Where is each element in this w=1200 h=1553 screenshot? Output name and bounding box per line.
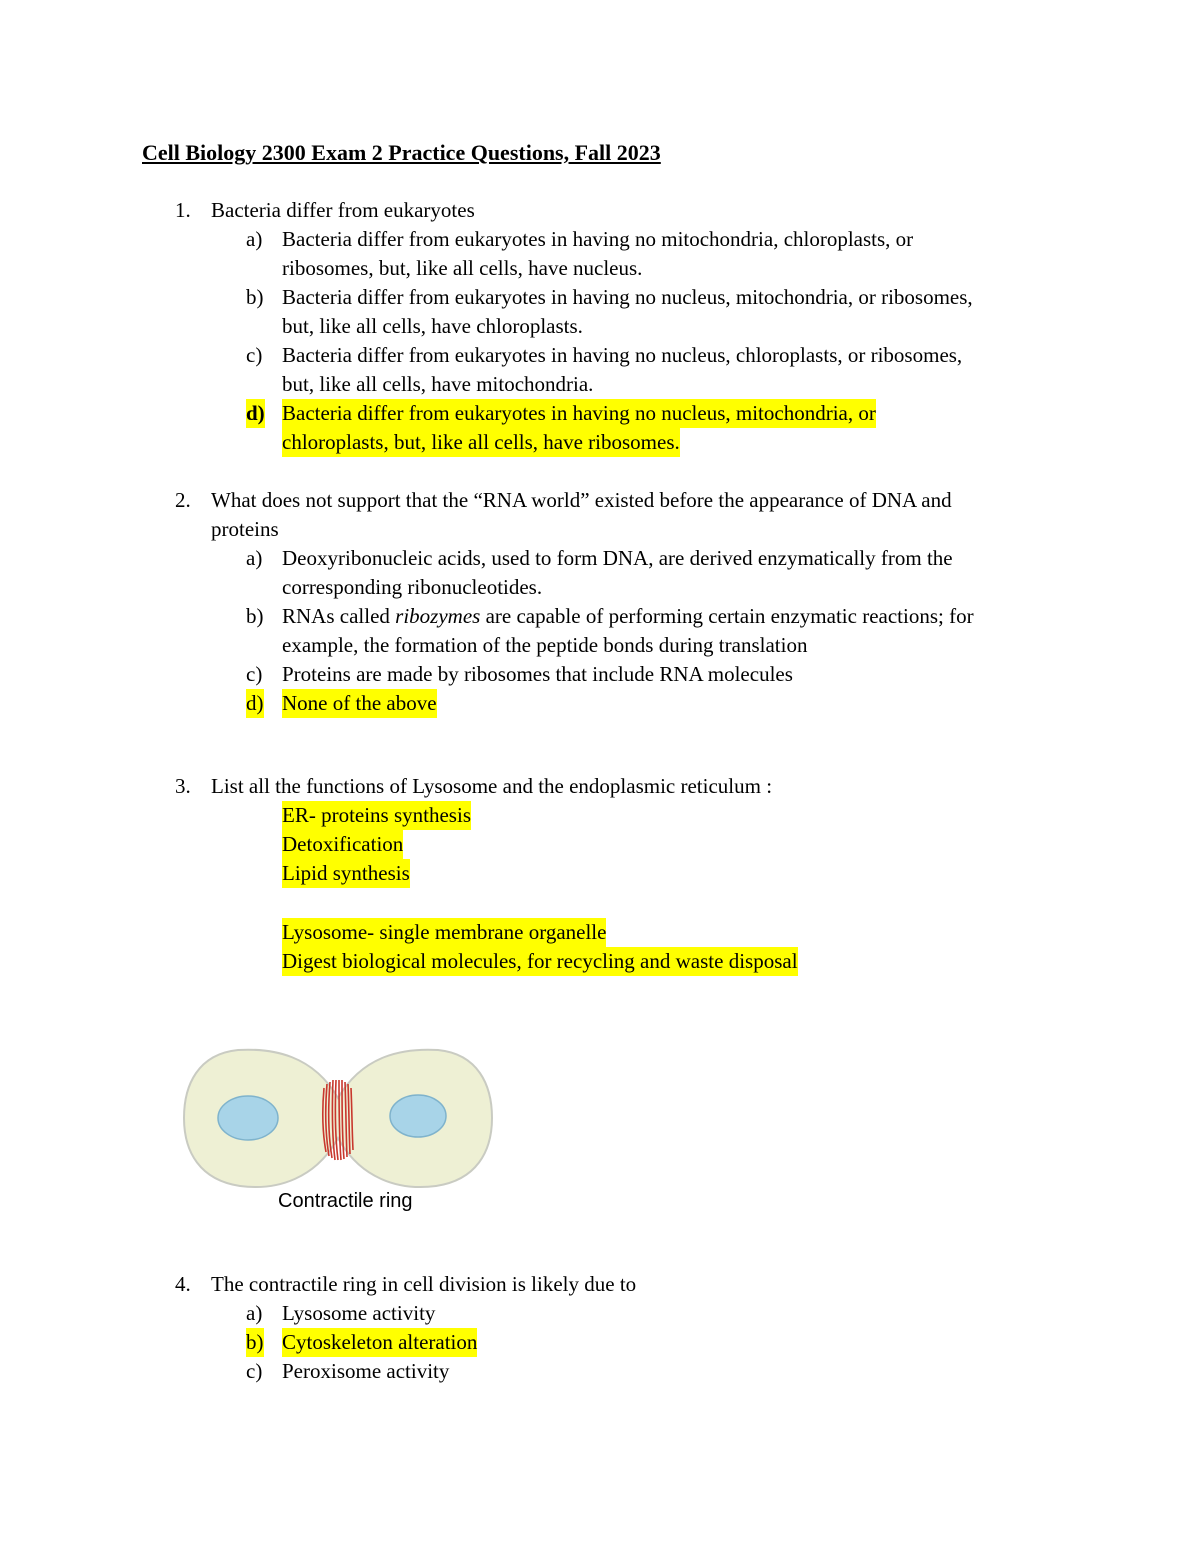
- q4-c-label: c): [246, 1359, 263, 1383]
- q3-answer-lysosome: Lysosome- single membrane organelle: [282, 918, 606, 947]
- q2-c-line1: Proteins are made by ribosomes that include RNA molecules: [282, 662, 793, 686]
- q4-b-line1: Cytoskeleton alteration: [282, 1328, 477, 1357]
- q4-b-label: b): [246, 1328, 264, 1357]
- q1-a-line1: Bacteria differ from eukaryotes in having no mitochondria, chloroplasts, or: [282, 227, 914, 251]
- q1-d-line1: Bacteria differ from eukaryotes in having no nucleus, mitochondria, or: [282, 399, 876, 428]
- q4-number: 4.: [175, 1272, 191, 1296]
- q4-c-line1: Peroxisome activity: [282, 1359, 450, 1383]
- contractile-ring-figure: [178, 1040, 498, 1220]
- q3-answer-digest: Digest biological molecules, for recycling and waste disposal: [282, 947, 798, 976]
- q3-stem: List all the functions of Lysosome and the endoplasmic reticulum :: [211, 774, 773, 798]
- q4-a-line1: Lysosome activity: [282, 1301, 436, 1325]
- ribozymes-term: ribozymes: [395, 604, 481, 628]
- figure-caption: Contractile ring: [278, 1190, 413, 1212]
- q1-d-line2: chloroplasts, but, like all cells, have ribosomes.: [282, 428, 680, 457]
- q2-a-label: a): [246, 546, 263, 570]
- q3-answer-detox: Detoxification: [282, 830, 403, 859]
- q1-b-label: b): [246, 285, 264, 309]
- q1-a-label: a): [246, 227, 263, 251]
- q2-b-pre: RNAs called: [282, 604, 396, 628]
- q2-a-line1: Deoxyribonucleic acids, used to form DNA, are derived enzymatically from the: [282, 546, 953, 570]
- q1-c-line2: but, like all cells, have mitochondria.: [282, 372, 594, 396]
- q1-c-label: c): [246, 343, 263, 367]
- q2-a-line2: corresponding ribonucleotides.: [282, 575, 543, 599]
- q3-answer-er-protein: ER- proteins synthesis: [282, 801, 471, 830]
- q4-a-label: a): [246, 1301, 263, 1325]
- q3-answer-lipid: Lipid synthesis: [282, 859, 410, 888]
- q1-b-line1: Bacteria differ from eukaryotes in having no nucleus, mitochondria, or ribosomes,: [282, 285, 973, 309]
- q2-number: 2.: [175, 488, 191, 512]
- left-nucleus: [218, 1096, 278, 1140]
- q1-b-line2: but, like all cells, have chloroplasts.: [282, 314, 583, 338]
- q2-b-label: b): [246, 604, 264, 628]
- q1-d-label: d): [246, 399, 265, 428]
- q2-stem-line2: proteins: [211, 517, 279, 541]
- q2-d-line1: None of the above: [282, 689, 437, 718]
- q3-number: 3.: [175, 774, 191, 798]
- q4-stem: The contractile ring in cell division is likely due to: [211, 1272, 637, 1296]
- q2-d-label: d): [246, 689, 264, 718]
- right-nucleus: [390, 1095, 446, 1137]
- q2-stem-line1: What does not support that the “RNA world” existed before the appearance of DNA and: [211, 488, 952, 512]
- q2-b-line1: [282, 602, 974, 631]
- q2-b-line2: example, the formation of the peptide bonds during translation: [282, 633, 808, 657]
- q1-stem: Bacteria differ from eukaryotes: [211, 198, 475, 222]
- q2-b-post: are capable of performing certain enzymatic reactions; for: [480, 604, 974, 628]
- q1-c-line1: Bacteria differ from eukaryotes in having no nucleus, chloroplasts, or ribosomes,: [282, 343, 963, 367]
- q1-a-line2: ribosomes, but, like all cells, have nucleus.: [282, 256, 643, 280]
- q1-number: 1.: [175, 198, 191, 222]
- q2-c-label: c): [246, 662, 263, 686]
- page-title: Cell Biology 2300 Exam 2 Practice Questions, Fall 2023: [142, 140, 661, 165]
